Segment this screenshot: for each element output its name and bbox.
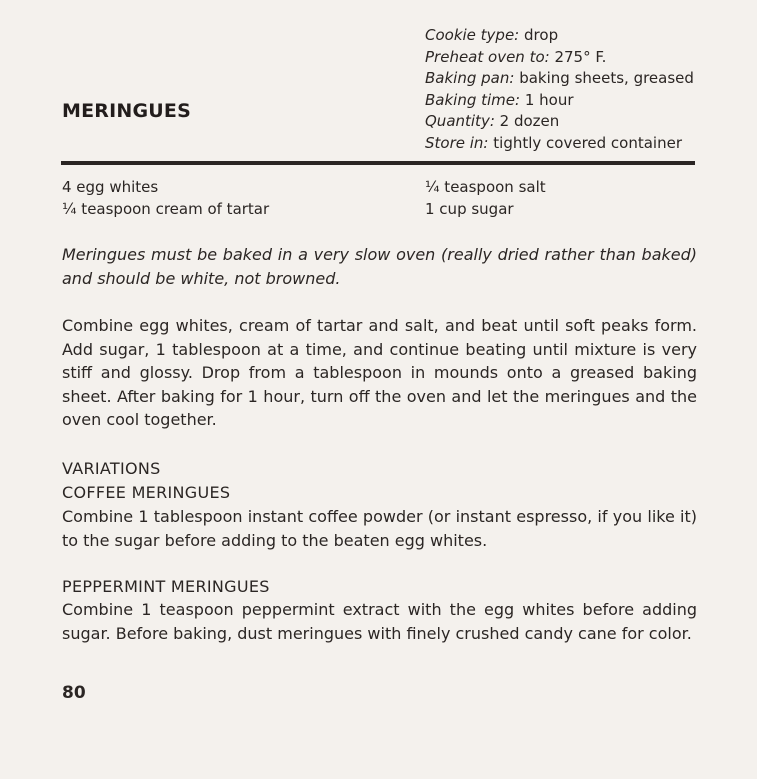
ingredient-item: ¼ teaspoon cream of tartar	[62, 200, 270, 218]
meta-baking-time: Baking time: 1 hour	[425, 90, 574, 109]
meta-quantity: Quantity: 2 dozen	[425, 112, 560, 130]
meta-preheat: Preheat oven to: 275° F.	[425, 47, 607, 66]
coffee-text: Combine 1 tablespoon instant coffee powder (or instant espresso, if you like it) to the sugar before adding to the beaten egg whites.	[62, 507, 697, 550]
recipe-title: MERINGUES	[62, 100, 191, 122]
recipe-method: Combine egg whites, cream of tartar and salt, and beat until soft peaks form. Add sugar, 1 tablespoon at a time, and continue beating until mixture is very stiff and glossy. Drop from a tablespoon in mounds onto a greased baking sheet. After baking for 1 hour, turn off the oven and let the meringues and the oven cool together.	[62, 316, 697, 429]
variations-heading: VARIATIONS	[62, 459, 161, 478]
ingredient-item: 1 cup sugar	[425, 200, 514, 218]
ingredient-item: 4 egg whites	[62, 178, 159, 196]
ingredient-item: ¼ teaspoon salt	[425, 178, 546, 196]
meta-cookie-type: Cookie type: drop	[425, 26, 559, 44]
coffee-heading: COFFEE MERINGUES	[62, 483, 231, 502]
meta-baking-pan: Baking pan: baking sheets, greased	[425, 69, 694, 87]
recipe-meta	[425, 25, 745, 154]
page-number: 80	[62, 683, 86, 703]
heading-rule	[61, 161, 695, 165]
peppermint-text: Combine 1 teaspoon peppermint extract with the egg whites before adding sugar. Before baking, dust meringues with finely crushed candy cane for color.	[62, 600, 697, 643]
ingredients-right	[425, 176, 546, 220]
recipe-intro: Meringues must be baked in a very slow oven (really dried rather than baked) and should be white, not browned.	[62, 245, 697, 288]
ingredients-left	[62, 176, 269, 220]
meta-store-in: Store in: tightly covered container	[425, 133, 682, 152]
peppermint-heading: PEPPERMINT MERINGUES	[62, 577, 270, 596]
